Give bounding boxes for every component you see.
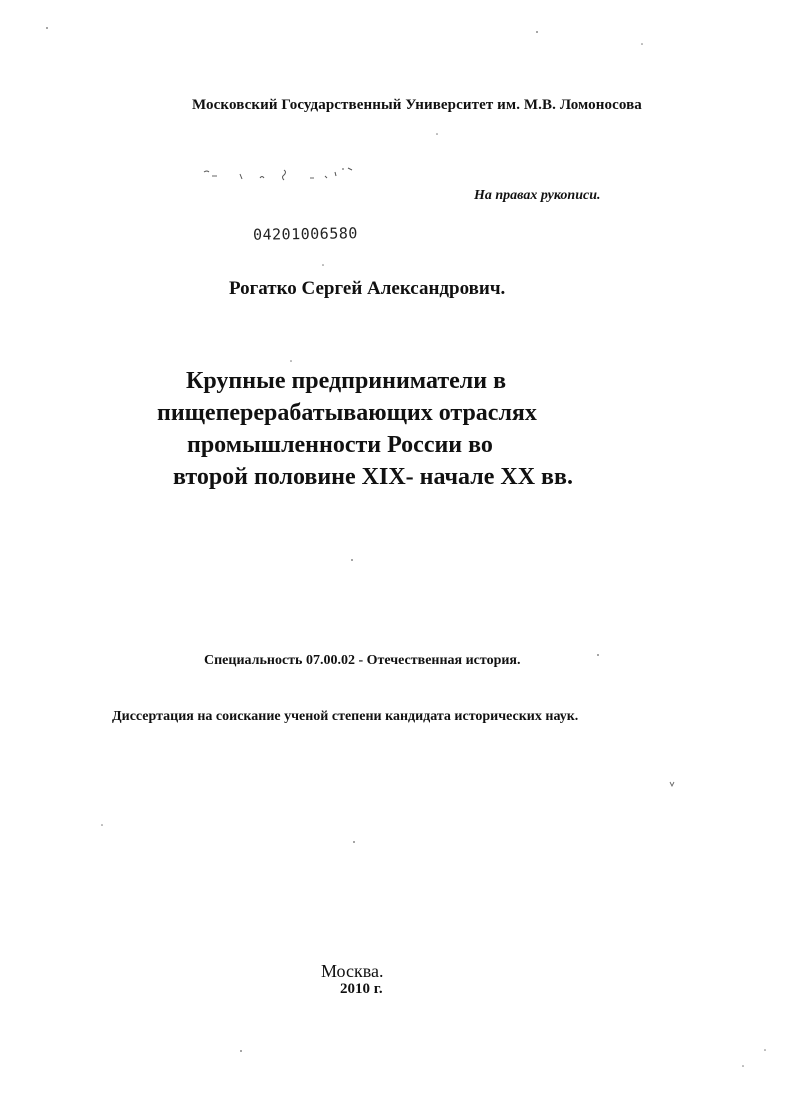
title-line: пищеперерабатывающих отраслях: [157, 400, 537, 426]
city-line: Москва.: [321, 961, 384, 981]
specialty-line: Специальность 07.00.02 - Отечественная история.: [204, 653, 521, 668]
dissertation-note: Диссертация на соискание ученой степени кандидата исторических наук.: [112, 709, 579, 724]
title-line: промышленности России во: [187, 432, 493, 458]
title-line: второй половине XIX- начале XX вв.: [173, 464, 573, 490]
rights-note: На правах рукописи.: [474, 188, 601, 203]
year-line: 2010 г.: [340, 981, 383, 997]
title-line: Крупные предприниматели в: [186, 368, 507, 394]
scan-noise-marks: [200, 164, 370, 184]
author-name: Рогатко Сергей Александрович.: [229, 278, 506, 299]
university-header: Московский Государственный Университет им. М.В. Ломоносова: [192, 97, 642, 113]
archive-number: 04201006580: [252, 224, 358, 244]
